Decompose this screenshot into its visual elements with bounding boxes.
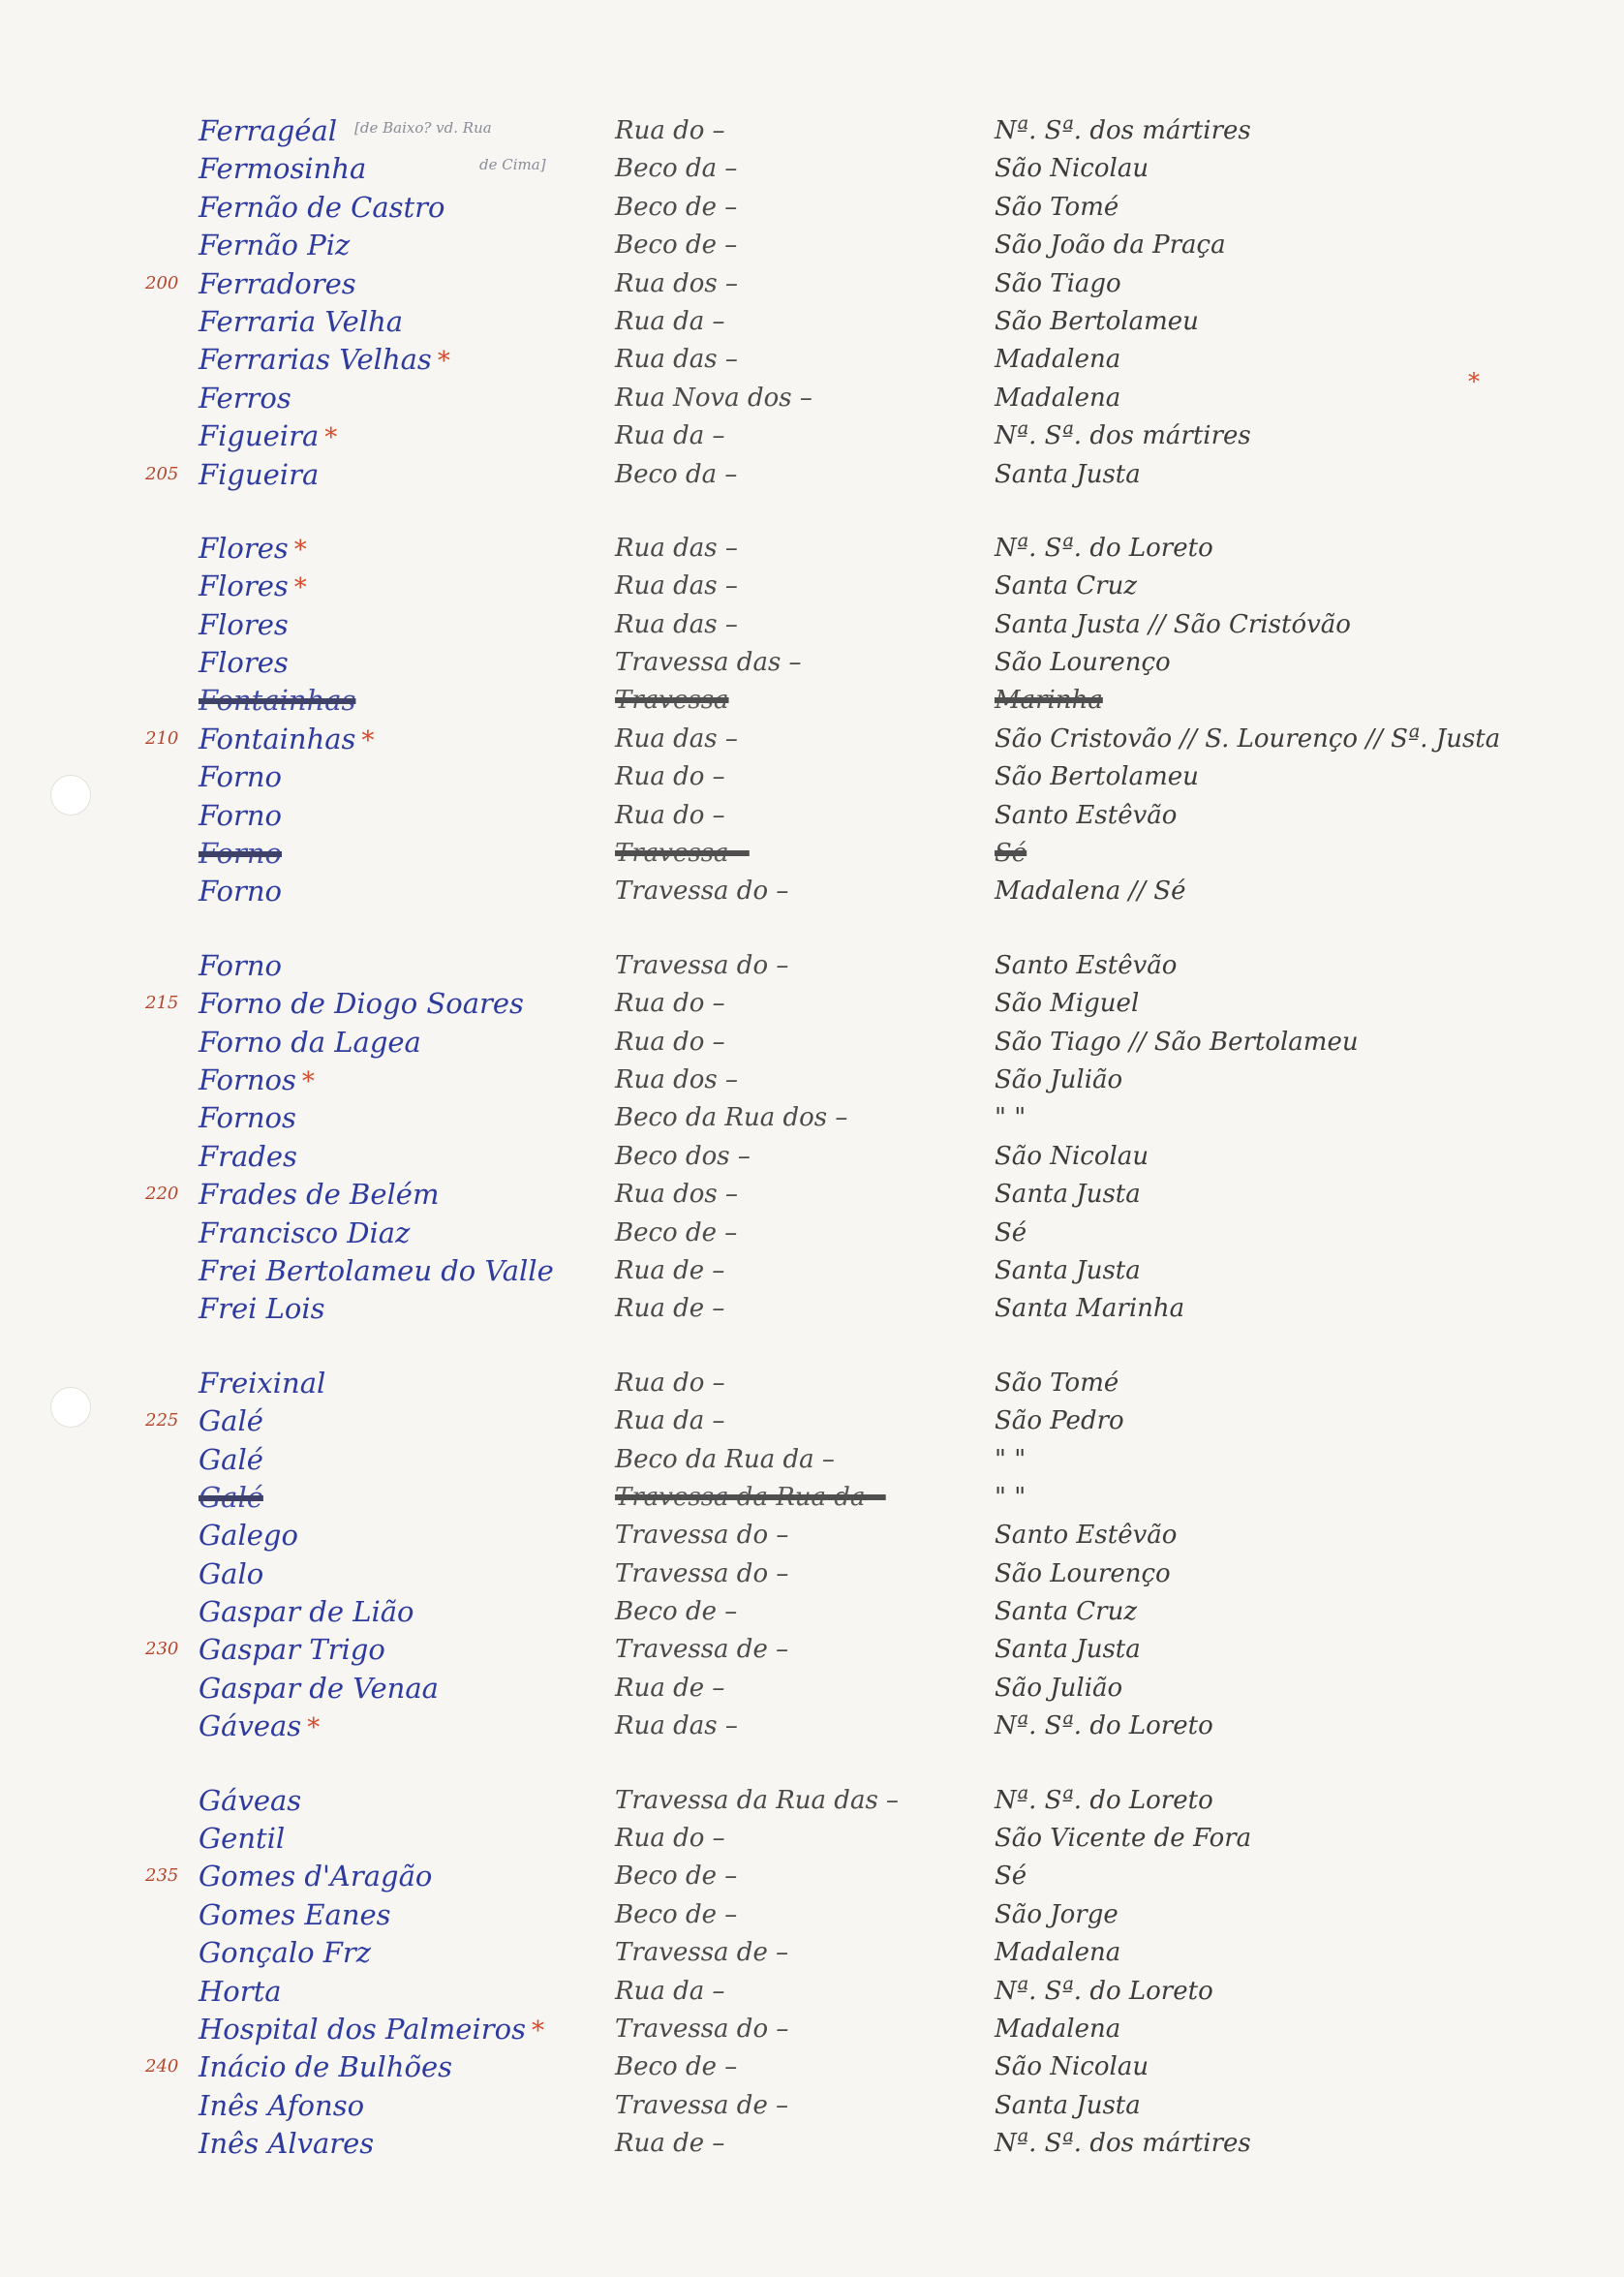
- street-name-text: Frades de Belém: [199, 1178, 440, 1212]
- entry-number: 225: [145, 1410, 179, 1431]
- street-type: Rua do –: [615, 989, 725, 1019]
- street-entry: [0, 608, 1624, 646]
- parish-name: Santa Justa: [995, 1635, 1141, 1665]
- entry-number: 220: [145, 1184, 179, 1205]
- street-name-text: Flores: [199, 531, 289, 565]
- street-entry: [0, 1140, 1624, 1178]
- street-entry: [0, 1936, 1624, 1974]
- street-name: [199, 1822, 285, 1855]
- asterisk-mark: *: [301, 1066, 315, 1096]
- street-entry: [0, 1443, 1624, 1481]
- parish-name: Santo Estêvão: [995, 800, 1178, 830]
- street-entry: [0, 1481, 1624, 1519]
- street-type: Rua do –: [615, 800, 725, 830]
- street-name: [199, 837, 282, 870]
- street-name: [199, 1936, 371, 1969]
- street-name-text: Fontainhas: [199, 684, 356, 718]
- street-type: Travessa do –: [615, 1558, 789, 1588]
- street-type: Rua das –: [615, 723, 738, 754]
- parish-name: Madalena: [995, 2014, 1121, 2044]
- street-type: Travessa do –: [615, 877, 789, 907]
- street-name-text: Ferragéal: [199, 114, 338, 147]
- street-name: [199, 1404, 263, 1437]
- street-name-text: Fermosinha: [199, 152, 367, 186]
- parish-name: Nª. Sª. dos mártires: [995, 2129, 1251, 2159]
- street-entry: [0, 229, 1624, 266]
- street-entry: [0, 1633, 1624, 1671]
- street-type: Travessa de –: [615, 1635, 789, 1665]
- parish-name: Nª. Sª. do Loreto: [995, 1785, 1213, 1815]
- street-name: [199, 2013, 544, 2046]
- street-entry: [0, 2050, 1624, 2088]
- street-type: Rua da –: [615, 1976, 725, 2006]
- street-name: [199, 684, 355, 717]
- street-entry: [0, 1557, 1624, 1595]
- street-name: [199, 569, 307, 602]
- entry-group: [0, 114, 1624, 496]
- parish-name: Nª. Sª. dos mártires: [995, 116, 1251, 145]
- street-entry: [0, 191, 1624, 229]
- street-entry: [0, 1254, 1624, 1292]
- parish-name: São Tomé: [995, 1368, 1119, 1398]
- street-name-text: Frei Bertolameu do Valle: [199, 1253, 554, 1287]
- street-entry: [0, 1101, 1624, 1139]
- street-entry: [0, 419, 1624, 457]
- street-type: Rua das –: [615, 533, 738, 563]
- street-list: [0, 114, 1624, 2201]
- street-type: Beco de –: [615, 1217, 738, 1247]
- street-name: [199, 191, 445, 224]
- street-type: Travessa do –: [615, 1521, 789, 1551]
- street-name: [199, 1672, 439, 1705]
- street-type: Rua de –: [615, 1294, 725, 1324]
- street-name-text: Flores: [199, 607, 289, 641]
- street-name-text: Inês Alvares: [199, 2127, 375, 2161]
- street-entry: [0, 382, 1624, 419]
- street-entry: [0, 1063, 1624, 1101]
- parish-name: Santa Justa: [995, 1255, 1141, 1285]
- parish-name: " ": [995, 1482, 1026, 1512]
- street-entry: [0, 1860, 1624, 1897]
- parish-name: Nª. Sª. do Loreto: [995, 1976, 1213, 2006]
- street-name-text: Galo: [199, 1556, 264, 1590]
- entry-group: [0, 1784, 1624, 2166]
- street-name-text: Gaspar Trigo: [199, 1633, 385, 1667]
- street-type: Rua dos –: [615, 1180, 738, 1210]
- annotation-note: de Cima]: [479, 156, 546, 174]
- street-name-text: Freixinal: [199, 1366, 326, 1400]
- street-name: [199, 305, 403, 338]
- parish-name: São Jorge: [995, 1899, 1118, 1929]
- street-name: [199, 1784, 301, 1817]
- street-name: [199, 267, 356, 300]
- parish-name: " ": [995, 1103, 1026, 1133]
- street-type: Travessa da Rua da –: [615, 1482, 886, 1512]
- street-entry: [0, 152, 1624, 190]
- street-entry: [0, 2013, 1624, 2050]
- street-name-text: Galé: [199, 1442, 263, 1476]
- parish-name: " ": [995, 1444, 1026, 1474]
- street-name: [199, 723, 374, 755]
- entry-group: [0, 949, 1624, 1331]
- street-entry: [0, 343, 1624, 381]
- street-entry: [0, 1026, 1624, 1063]
- parish-name: São Julião: [995, 1064, 1123, 1094]
- entry-number: 235: [145, 1865, 179, 1887]
- street-name-text: Ferradores: [199, 266, 356, 300]
- street-name: [199, 152, 366, 185]
- parish-name: Madalena: [995, 1938, 1121, 1968]
- street-entry: [0, 875, 1624, 912]
- street-name-text: Galego: [199, 1519, 298, 1553]
- street-type: Rua das –: [615, 609, 738, 639]
- street-entry: [0, 1292, 1624, 1330]
- street-entry: [0, 532, 1624, 569]
- asterisk-mark: *: [361, 725, 375, 755]
- street-name: [199, 1367, 325, 1400]
- parish-name: São João da Praça: [995, 231, 1226, 261]
- street-name: [199, 1101, 296, 1134]
- street-type: Travessa das –: [615, 648, 802, 678]
- street-name-text: Horta: [199, 1974, 282, 2008]
- street-name-text: Forno: [199, 837, 282, 871]
- street-type: Rua da –: [615, 1406, 725, 1436]
- street-type: Travessa do –: [615, 950, 789, 980]
- street-type: Beco de –: [615, 1597, 738, 1627]
- street-type: Beco da Rua da –: [615, 1444, 835, 1474]
- street-type: Beco de –: [615, 2052, 738, 2082]
- street-name: [199, 1519, 298, 1552]
- street-name: [199, 458, 319, 491]
- street-name: [199, 229, 350, 262]
- street-name: [199, 1443, 263, 1476]
- street-type: Rua da –: [615, 306, 725, 336]
- street-name: [199, 2089, 364, 2122]
- parish-name: São Tomé: [995, 192, 1119, 222]
- street-name-text: Forno: [199, 948, 282, 982]
- street-name-text: Fernão Piz: [199, 229, 351, 262]
- street-type: Rua do –: [615, 1368, 725, 1398]
- street-name-text: Figueira: [199, 419, 320, 453]
- parish-name: Santa Marinha: [995, 1294, 1185, 1324]
- parish-name: Santa Justa: [995, 459, 1141, 489]
- street-name-text: Forno: [199, 760, 282, 794]
- parish-name: Santa Justa: [995, 1180, 1141, 1210]
- street-type: Rua de –: [615, 1673, 725, 1703]
- parish-name: Santa Cruz: [995, 571, 1138, 601]
- parish-name: São Pedro: [995, 1406, 1124, 1436]
- street-entry: [0, 267, 1624, 305]
- street-entry: [0, 1367, 1624, 1404]
- street-type: Rua Nova dos –: [615, 383, 812, 413]
- street-type: Rua das –: [615, 571, 738, 601]
- asterisk-mark: *: [307, 1713, 321, 1743]
- street-name: [199, 1481, 263, 1514]
- street-name-text: Gomes Eanes: [199, 1897, 391, 1931]
- street-type: Rua de –: [615, 2129, 725, 2159]
- street-entry: [0, 1216, 1624, 1254]
- street-name-text: Gomes d'Aragão: [199, 1860, 433, 1893]
- entry-group: [0, 532, 1624, 913]
- street-name: [199, 1595, 414, 1628]
- street-name: [199, 382, 291, 415]
- street-type: Rua das –: [615, 345, 738, 375]
- street-name-text: Figueira: [199, 457, 320, 491]
- margin-asterisk: *: [1468, 368, 1480, 395]
- street-name-text: Ferraria Velha: [199, 304, 404, 338]
- street-name-text: Gonçalo Frz: [199, 1936, 372, 1970]
- street-name: [199, 1026, 421, 1059]
- street-entry: [0, 1595, 1624, 1633]
- street-name-text: Inácio de Bulhões: [199, 2050, 453, 2084]
- entry-number: 230: [145, 1639, 179, 1660]
- street-name-text: Galé: [199, 1480, 263, 1514]
- parish-name: Santa Justa // São Cristóvão: [995, 609, 1351, 639]
- street-type: Beco de –: [615, 192, 738, 222]
- street-name-text: Fornos: [199, 1101, 296, 1135]
- street-entry: [0, 114, 1624, 152]
- street-entry: [0, 837, 1624, 875]
- street-name: [199, 875, 282, 908]
- street-name-text: Ferros: [199, 381, 291, 415]
- street-name: [199, 760, 282, 793]
- street-type: Travessa –: [615, 839, 750, 869]
- street-entry: [0, 1975, 1624, 2013]
- street-type: Beco da –: [615, 459, 738, 489]
- street-entry: [0, 1709, 1624, 1747]
- street-entry: [0, 760, 1624, 798]
- street-name: [199, 608, 289, 641]
- parish-name: Nª. Sª. do Loreto: [995, 533, 1213, 563]
- street-type: Travessa de –: [615, 1938, 789, 1968]
- street-type: Rua do –: [615, 1824, 725, 1854]
- annotation-note: [de Baixo? vd. Rua: [354, 119, 492, 137]
- street-entry: [0, 949, 1624, 987]
- street-name: [199, 1898, 391, 1931]
- entry-number: 200: [145, 272, 179, 293]
- street-name-text: Gáveas: [199, 1783, 302, 1817]
- street-type: Travessa de –: [615, 2090, 789, 2120]
- parish-name: Sé: [995, 839, 1027, 869]
- street-name-text: Gaspar de Venaa: [199, 1671, 439, 1705]
- parish-name: Madalena // Sé: [995, 877, 1186, 907]
- entry-group: [0, 1367, 1624, 1748]
- entry-number: 215: [145, 993, 179, 1014]
- street-name-text: Fernão de Castro: [199, 190, 445, 224]
- street-type: Rua da –: [615, 421, 725, 451]
- parish-name: São Nicolau: [995, 1141, 1149, 1171]
- street-entry: [0, 684, 1624, 722]
- parish-name: São Lourenço: [995, 1558, 1171, 1588]
- street-name-text: Forno: [199, 798, 282, 832]
- street-entry: [0, 2127, 1624, 2165]
- street-type: Travessa do –: [615, 2014, 789, 2044]
- street-name: [199, 114, 492, 147]
- parish-name: Madalena: [995, 345, 1121, 375]
- street-name-text: Fornos: [199, 1062, 296, 1096]
- street-entry: [0, 1898, 1624, 1936]
- parish-name: Nª. Sª. dos mártires: [995, 421, 1251, 451]
- parish-name: São Tiago: [995, 268, 1121, 298]
- street-type: Beco de –: [615, 231, 738, 261]
- street-entry: [0, 458, 1624, 496]
- street-entry: [0, 1672, 1624, 1709]
- street-name: [199, 1216, 410, 1249]
- parish-name: São Vicente de Fora: [995, 1824, 1252, 1854]
- parish-name: Marinha: [995, 686, 1103, 716]
- street-type: Travessa da Rua das –: [615, 1785, 900, 1815]
- parish-name: Santo Estêvão: [995, 950, 1178, 980]
- parish-name: Madalena: [995, 383, 1121, 413]
- street-name: [199, 1557, 263, 1590]
- street-type: Beco da –: [615, 154, 738, 184]
- parish-name: São Bertolameu: [995, 306, 1199, 336]
- street-type: Rua do –: [615, 1027, 725, 1057]
- street-entry: [0, 646, 1624, 684]
- street-type: Rua do –: [615, 762, 725, 792]
- street-name: [199, 1140, 297, 1173]
- street-name: [199, 1254, 554, 1287]
- street-name: [199, 646, 289, 679]
- street-name: [199, 1860, 432, 1892]
- asterisk-mark: *: [324, 423, 338, 453]
- street-name-text: Francisco Diaz: [199, 1215, 411, 1249]
- street-name: [199, 1633, 385, 1666]
- asterisk-mark: *: [293, 535, 307, 565]
- street-type: Rua de –: [615, 1255, 725, 1285]
- street-type: Rua dos –: [615, 268, 738, 298]
- street-name: [199, 532, 307, 565]
- entry-number: 205: [145, 463, 179, 484]
- asterisk-mark: *: [531, 2015, 544, 2046]
- street-entry: [0, 799, 1624, 837]
- parish-name: Santo Estêvão: [995, 1521, 1178, 1551]
- street-entry: [0, 1784, 1624, 1822]
- street-name-text: Gáveas: [199, 1709, 302, 1743]
- parish-name: São Julião: [995, 1673, 1123, 1703]
- street-name-text: Frades: [199, 1139, 297, 1173]
- street-entry: [0, 305, 1624, 343]
- street-name-text: Hospital dos Palmeiros: [199, 2012, 526, 2046]
- street-name: [199, 1292, 325, 1325]
- street-entry: [0, 1519, 1624, 1556]
- street-entry: [0, 569, 1624, 607]
- entry-number: 210: [145, 727, 179, 749]
- street-name-text: Forno de Diogo Soares: [199, 987, 524, 1021]
- street-entry: [0, 1822, 1624, 1860]
- parish-name: Sé: [995, 1217, 1027, 1247]
- parish-name: São Lourenço: [995, 648, 1171, 678]
- parish-name: Nª. Sª. do Loreto: [995, 1711, 1213, 1741]
- street-name-text: Inês Afonso: [199, 2088, 365, 2122]
- parish-name: São Bertolameu: [995, 762, 1199, 792]
- street-type: Beco dos –: [615, 1141, 751, 1171]
- parish-name: Santa Justa: [995, 2090, 1141, 2120]
- street-type: Rua dos –: [615, 1064, 738, 1094]
- street-type: Travessa: [615, 686, 729, 716]
- street-name: [199, 799, 282, 832]
- street-name-text: Flores: [199, 569, 289, 603]
- street-name-text: Frei Lois: [199, 1292, 325, 1326]
- entry-number: 240: [145, 2056, 179, 2077]
- street-name: [199, 987, 524, 1020]
- street-name: [199, 1709, 320, 1742]
- street-entry: [0, 2089, 1624, 2127]
- street-name-text: Ferrarias Velhas: [199, 343, 432, 377]
- street-name: [199, 419, 337, 452]
- street-name-text: Forno da Lagea: [199, 1025, 421, 1059]
- parish-name: São Tiago // São Bertolameu: [995, 1027, 1359, 1057]
- asterisk-mark: *: [437, 347, 450, 377]
- parish-name: São Miguel: [995, 989, 1140, 1019]
- street-name: [199, 1178, 439, 1211]
- street-name: [199, 343, 450, 376]
- street-name: [199, 1063, 315, 1096]
- street-entry: [0, 1404, 1624, 1442]
- street-name: [199, 2050, 452, 2083]
- parish-name: São Nicolau: [995, 2052, 1149, 2082]
- parish-name: Santa Cruz: [995, 1597, 1138, 1627]
- street-type: Beco de –: [615, 1899, 738, 1929]
- street-name: [199, 1975, 282, 2008]
- parish-name: São Nicolau: [995, 154, 1149, 184]
- street-entry: [0, 723, 1624, 760]
- street-type: Rua do –: [615, 116, 725, 145]
- street-entry: [0, 1178, 1624, 1215]
- street-name-text: Gaspar de Lião: [199, 1595, 414, 1629]
- street-type: Beco da Rua dos –: [615, 1103, 848, 1133]
- parish-name: São Cristovão // S. Lourenço // Sª. Justa: [995, 723, 1501, 754]
- street-entry: [0, 987, 1624, 1025]
- street-name-text: Forno: [199, 875, 282, 908]
- street-name: [199, 949, 282, 982]
- street-name: [199, 2127, 374, 2160]
- parish-name: Sé: [995, 1862, 1027, 1892]
- street-name-text: Gentil: [199, 1822, 286, 1856]
- asterisk-mark: *: [293, 573, 307, 603]
- street-type: Beco de –: [615, 1862, 738, 1892]
- street-type: Rua das –: [615, 1711, 738, 1741]
- street-name-text: Galé: [199, 1404, 263, 1438]
- street-name-text: Fontainhas: [199, 722, 356, 755]
- street-name-text: Flores: [199, 646, 289, 680]
